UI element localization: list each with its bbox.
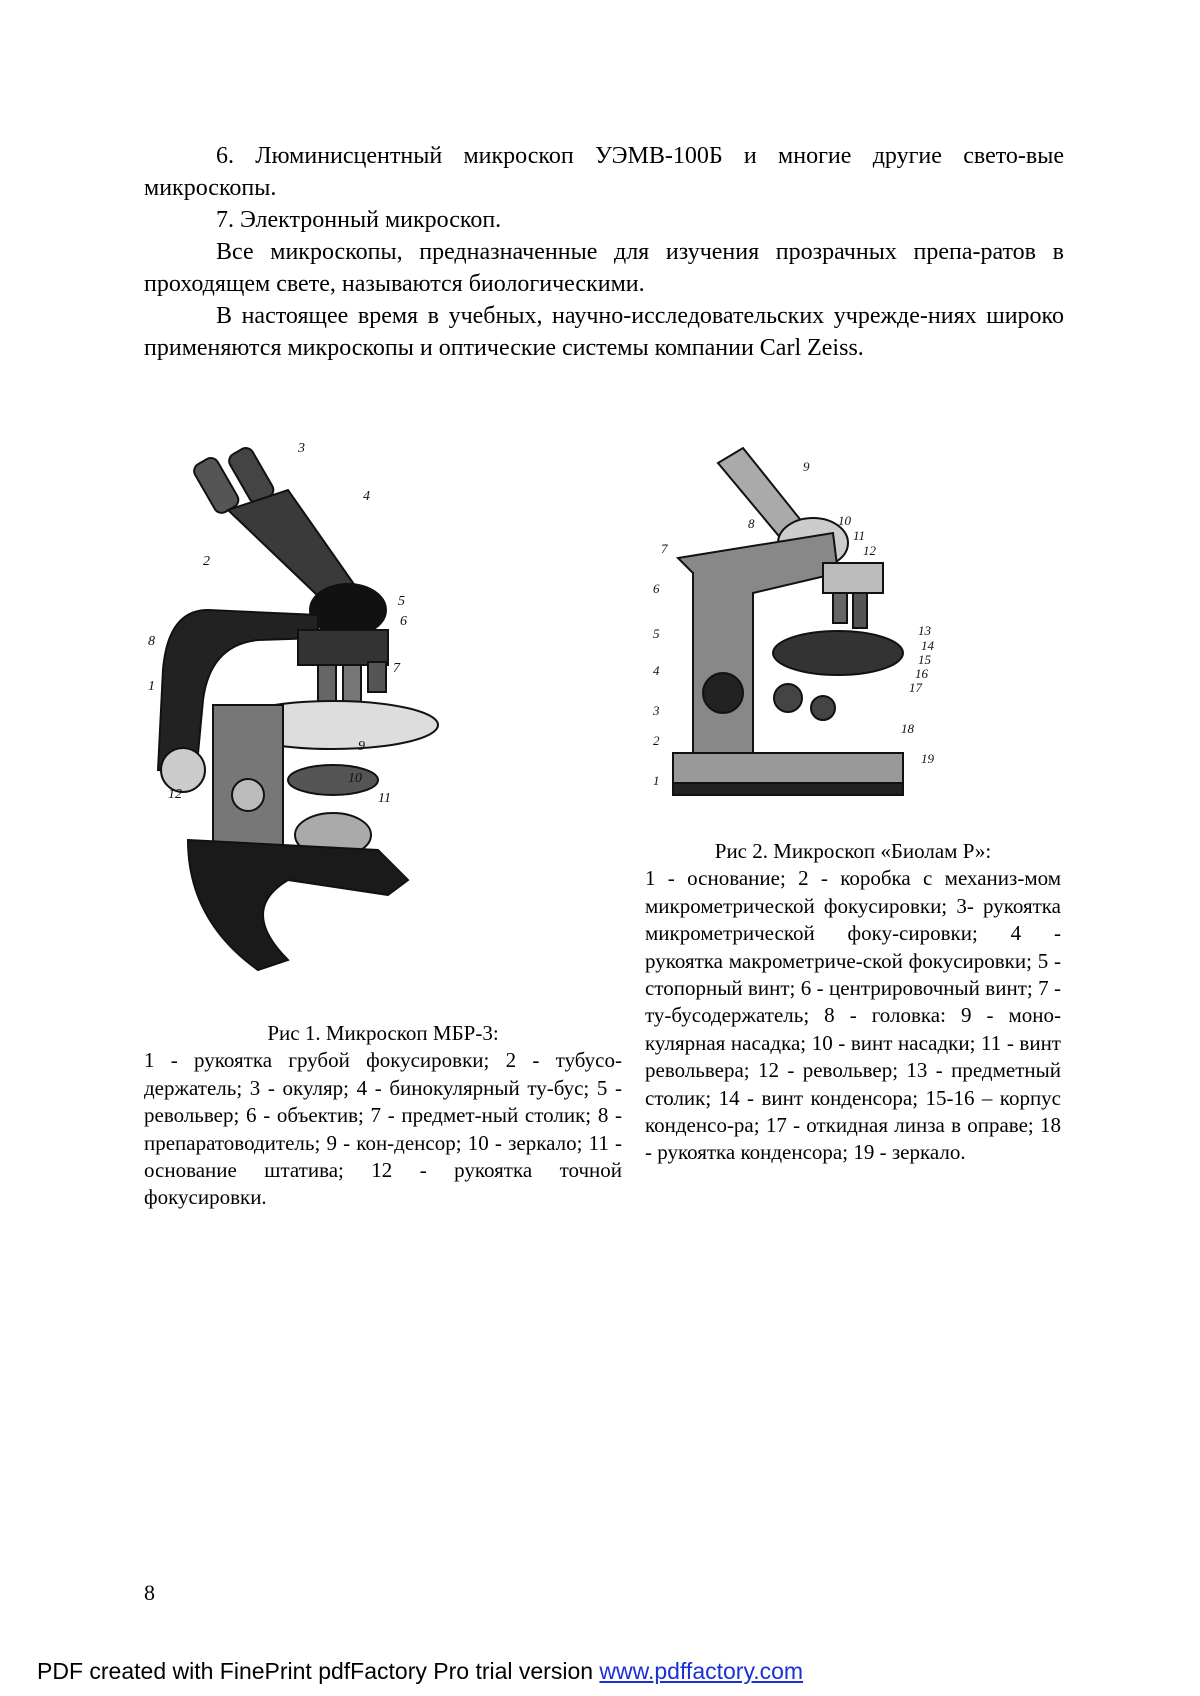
figure-1-caption-text: 1 - рукоятка грубой фокусировки; 2 - тубусо-держатель; 3 - окуляр; 4 - бинокулярный ту-бус; 5 - револьвер; 6 - объектив; 7 - предмет-ный столик; 8 - препаратоводитель; 9 - кон-денсор; 10 - зеркало; 11 - основание штатива; 12 - рукоятка точной фокусировки. <box>144 1048 622 1210</box>
figure-2-callout-15: 15 <box>918 652 931 667</box>
figure-1-callout-9: 9 <box>358 739 365 754</box>
footer-link[interactable]: www.pdffactory.com <box>599 1658 804 1684</box>
figure-1-callout-6: 6 <box>400 614 407 629</box>
figure-2-callout-3: 3 <box>653 703 660 718</box>
footer-text: PDF created with FinePrint pdfFactory Pro trial version <box>37 1658 600 1684</box>
paragraph-biological: Все микроскопы, предназначенные для изучения прозрачных препа-ратов в проходящем свете, называются биологическими. <box>144 239 1064 297</box>
figure-2-callout-16: 16 <box>915 666 928 681</box>
paragraph-item-6: 6. Люминисцентный микроскоп УЭМВ-100Б и многие другие свето-вые микроскопы. <box>144 143 1064 201</box>
figure-1-callout-2: 2 <box>203 554 210 569</box>
figure-2-callout-14: 14 <box>921 638 934 653</box>
figure-1-microscope-mbr3 <box>148 440 468 985</box>
figure-1-callout-11: 11 <box>378 791 391 806</box>
figure-2-callout-9: 9 <box>803 459 810 474</box>
figure-1-callout-7: 7 <box>393 661 400 676</box>
figure-2-callout-4: 4 <box>653 663 660 678</box>
body-text <box>144 140 1064 364</box>
figure-1-callout-8: 8 <box>148 634 155 649</box>
figure-1-caption-title: Рис 1. Микроскоп МБР-3: <box>267 1021 499 1045</box>
figure-1-callout-10: 10 <box>348 771 362 786</box>
figure-1-callout-1: 1 <box>148 679 155 694</box>
paragraph-item-7: 7. Электронный микроскоп. <box>216 207 502 233</box>
figure-2-callout-17: 17 <box>909 680 922 695</box>
figure-2-callout-8: 8 <box>748 516 755 531</box>
figure-2-callout-1: 1 <box>653 773 660 788</box>
pdf-footer <box>37 1658 803 1685</box>
figure-1-callout-4: 4 <box>363 489 370 504</box>
figure-2-callout-13: 13 <box>918 623 931 638</box>
figure-2-callout-10: 10 <box>838 513 851 528</box>
figure-2-callout-18: 18 <box>901 721 914 736</box>
figure-2-callout-11: 11 <box>853 528 866 543</box>
paragraph-carl-zeiss: В настоящее время в учебных, научно-исследовательских учрежде-ниях широко применяются микроскопы и оптические системы компании Carl Zeiss. <box>144 303 1064 361</box>
figure-2-caption <box>645 838 1061 1167</box>
figure-1-callout-5: 5 <box>398 594 405 609</box>
figure-2-callout-6: 6 <box>653 581 660 596</box>
figure-2-callout-5: 5 <box>653 626 660 641</box>
figure-1-callout-3: 3 <box>298 441 305 456</box>
figure-2-callout-12: 12 <box>863 543 876 558</box>
figure-1-callout-12: 12 <box>168 787 182 802</box>
figure-2-caption-title: Рис 2. Микроскоп «Биолам Р»: <box>714 839 992 863</box>
figure-1-caption <box>144 1020 622 1212</box>
figure-2-callout-7: 7 <box>661 541 668 556</box>
figure-2-callout-2: 2 <box>653 733 660 748</box>
figure-2-microscope-biolam <box>653 443 943 816</box>
page-number: 8 <box>144 1580 155 1605</box>
figure-2-callout-19: 19 <box>921 751 934 766</box>
figure-2-caption-text: 1 - основание; 2 - коробка с механиз-мом микрометрической фокусировки; 3- рукоятка микрометрической фоку-сировки; 4 - рукоятка макрометриче-ской фокусировки; 5 - стопорный винт; 6 - центрировочный винт; 7 - ту-бусодержатель; 8 - головка: 9 - моно-кулярная насадка; 10 - винт насадки; 11 - винт револьвера; 12 - револьвер; 13 - предметный столик; 14 - винт конденсора; 15-16 – корпус конденсо-ра; 17 - откидная линза в оправе; 18 - рукоятка конденсора; 19 - зеркало. <box>645 866 1061 1165</box>
